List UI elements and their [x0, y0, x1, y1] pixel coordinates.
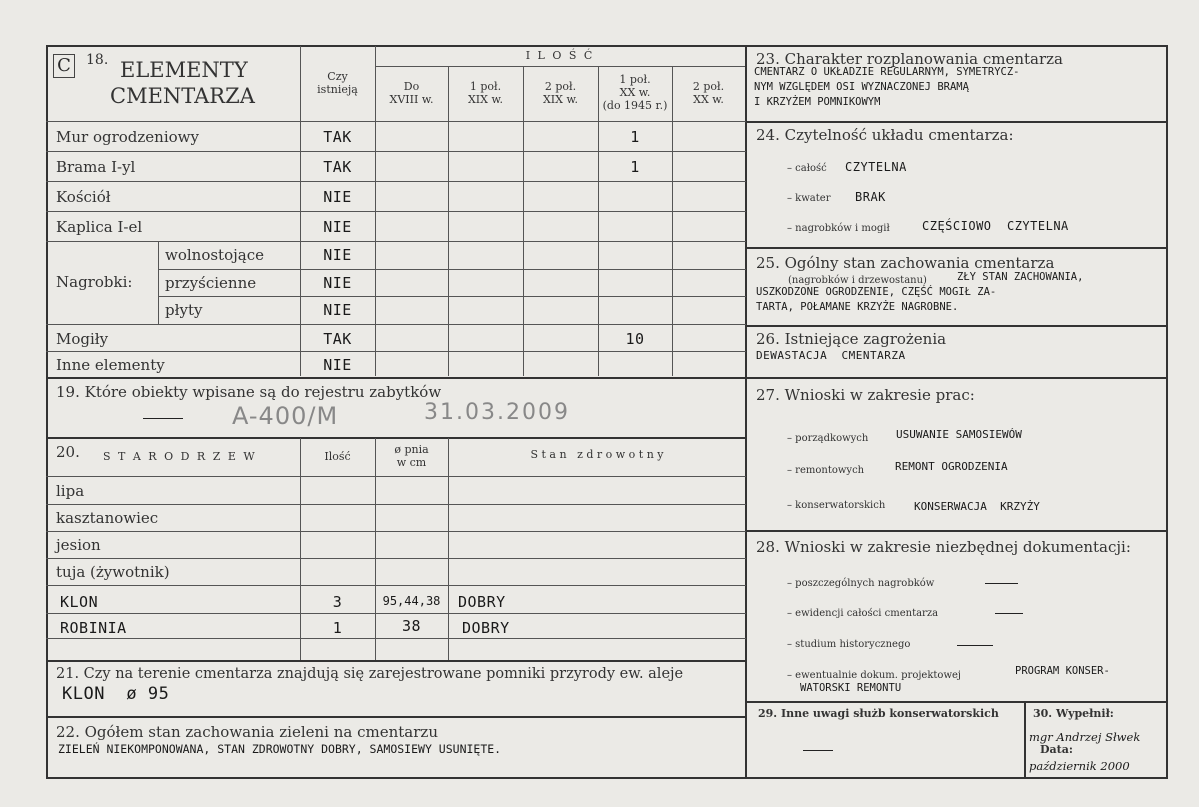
tree-col-diam-l1: ø pnia: [394, 443, 429, 456]
section18-title-line1: ELEMENTY: [120, 58, 248, 82]
frame-right: [1166, 45, 1168, 779]
exists-kosciol: NIE: [323, 188, 352, 206]
period-3-l1: 2 poł.: [544, 80, 577, 93]
doc-item2-label: – ewidencji całości cmentarza: [787, 608, 939, 619]
column-divider: [745, 45, 747, 779]
row-label-wolnostojace: wolnostojące: [165, 246, 264, 264]
filled-by-name: mgr Andrzej Słwek: [1029, 730, 1141, 744]
doc-item3-label: – studium historycznego: [787, 639, 911, 650]
exists-przyscienne: NIE: [323, 274, 352, 292]
section18-title-line2: CMENTARZA: [110, 84, 255, 108]
doc-item4-label: – ewentualnie dokum. projektowej: [787, 670, 962, 681]
section24-label: 24. Czytelność układu cmentarza:: [756, 126, 1014, 144]
row-label-inne: Inne elementy: [56, 356, 165, 374]
dash-icon: [995, 613, 1023, 614]
section25-line1: ZŁY STAN ZACHOWANIA,: [957, 271, 1084, 283]
dash-icon: [957, 645, 993, 646]
section23-line1: CMENTARZ O UKŁADZIE REGULARNYM, SYMETRYCZ-: [754, 66, 1020, 78]
nagrobki-label: Nagrobki:: [56, 273, 133, 291]
tree-count-robinia: 1: [332, 619, 343, 637]
section25-line2: USZKODZONE OGRODZENIE, CZĘŚĆ MOGIŁ ZA-: [756, 286, 997, 298]
period-2-l1: 1 poł.: [469, 80, 502, 93]
section23-label: 23. Charakter rozplanowania cmentarza: [756, 50, 1063, 68]
nagrobkow-label: – nagrobków i mogił: [787, 223, 890, 234]
period-5-l1: 2 poł.: [692, 80, 725, 93]
register-number: A-400/M: [232, 402, 339, 430]
frame-left: [46, 45, 48, 779]
tree-health-klon: DOBRY: [458, 593, 506, 611]
kwater-label: – kwater: [787, 193, 831, 204]
doc-item4-answer-l1: PROGRAM KONSER-: [1015, 665, 1110, 677]
remontowych-label: – remontowych: [787, 465, 865, 476]
period-1-l2: XVIII w.: [389, 93, 434, 106]
exists-mogily: TAK: [323, 330, 352, 348]
section26-answer: DEWASTACJA CMENTARZA: [756, 349, 906, 362]
col-exists-header-l1: Czy: [327, 70, 348, 83]
exists-wolnostojace: NIE: [323, 246, 352, 264]
section23-line2: NYM WZGLĘDEM OSI WYZNACZONEJ BRAMĄ: [754, 81, 969, 93]
tree-diam-robinia: 38: [401, 617, 422, 635]
period-3-l2: XIX w.: [542, 93, 579, 106]
tree-name-klon: KLON: [60, 593, 99, 611]
tree-count-klon: 3: [332, 593, 343, 611]
exists-inne: NIE: [323, 356, 352, 374]
nagrobkow-value: CZĘŚCIOWO CZYTELNA: [922, 219, 1069, 233]
row-label-kosciol: Kościół: [56, 188, 111, 206]
section25-sub: (nagrobków i drzewostanu): [788, 275, 927, 286]
section18-number: 18.: [86, 52, 109, 68]
calosc-value: CZYTELNA: [845, 160, 907, 174]
section30-label: 30. Wypełnił:: [1033, 707, 1114, 720]
row-label-plyty: płyty: [165, 301, 203, 319]
register-date: 31.03.2009: [424, 400, 570, 425]
date-label: Data:: [1040, 743, 1073, 756]
tree-col-diam-l2: w cm: [396, 456, 427, 469]
period-5-l2: XX w.: [693, 93, 724, 106]
row-label-brama: Brama I-yl: [56, 158, 136, 176]
kwater-value: BRAK: [855, 190, 886, 204]
period-4-l2: XX w.: [619, 86, 651, 99]
tree-name-tuja: tuja (żywotnik): [56, 563, 170, 581]
section28-label: 28. Wnioski w zakresie niezbędnej dokumentacji:: [756, 538, 1131, 556]
dash-icon: [985, 583, 1018, 584]
exists-mur: TAK: [323, 128, 352, 146]
section27-label: 27. Wnioski w zakresie prac:: [756, 386, 975, 404]
konserw-label: – konserwatorskich: [787, 500, 886, 511]
tree-name-lipa: lipa: [56, 482, 85, 500]
tree-health-robinia: DOBRY: [462, 619, 510, 637]
section25-label: 25. Ogólny stan zachowania cmentarza: [756, 254, 1055, 272]
doc-item4-answer-l2: WATORSKI REMONTU: [800, 682, 902, 694]
frame-top: [46, 45, 1168, 47]
qty-mogily-p4: 10: [625, 330, 645, 348]
section20-number: 20.: [56, 443, 80, 461]
row-label-mur: Mur ogrodzeniowy: [56, 128, 199, 146]
period-4-l1: 1 poł.: [619, 73, 651, 86]
section19-label: 19. Które obiekty wpisane są do rejestru zabytków: [56, 383, 442, 401]
tree-name-jesion: jesion: [56, 536, 101, 554]
filled-date: październik 2000: [1029, 759, 1130, 773]
card-letter-box: C: [53, 54, 75, 78]
col-quantity-header: I L O Ś Ć: [525, 49, 595, 62]
exists-brama: TAK: [323, 158, 352, 176]
period-4-l3: (do 1945 r.): [602, 99, 668, 112]
porzadkowych-label: – porządkowych: [787, 433, 869, 444]
row-label-przyscienne: przyścienne: [165, 274, 257, 292]
tree-diam-klon: 95,44,38: [382, 594, 441, 608]
section22-answer: ZIELEŃ NIEKOMPONOWANA, STAN ZDROWOTNY DOBRY, SAMOSIEWY USUNIĘTE.: [58, 742, 502, 756]
qty-brama-p4: 1: [630, 158, 640, 176]
qty-mur-p4: 1: [630, 128, 640, 146]
row-label-mogily: Mogiły: [56, 330, 109, 348]
exists-plyty: NIE: [323, 301, 352, 319]
section26-label: 26. Istniejące zagrożenia: [756, 330, 947, 348]
tree-col-health: S t a n z d r o w o t n y: [530, 448, 664, 461]
section20-title: S T A R O D R Z E W: [103, 450, 257, 463]
col-exists-header-l2: istnieją: [317, 83, 358, 96]
doc-item1-label: – poszczególnych nagrobków: [787, 578, 935, 589]
tree-name-kasztanowiec: kasztanowiec: [56, 509, 159, 527]
section29-label: 29. Inne uwagi służb konserwatorskich: [758, 707, 999, 720]
period-1-l1: Do: [403, 80, 420, 93]
period-2-l2: XIX w.: [467, 93, 504, 106]
section25-line3: TARTA, POŁAMANE KRZYŻE NAGROBNE.: [756, 301, 959, 313]
tree-col-count: Ilość: [324, 450, 351, 463]
remontowych-value: REMONT OGRODZENIA: [895, 460, 1008, 473]
konserw-value: KONSERWACJA KRZYŻY: [914, 500, 1040, 513]
row-label-kaplica: Kaplica I-el: [56, 218, 143, 236]
section23-line3: I KRZYŻEM POMNIKOWYM: [754, 96, 881, 108]
section21-label: 21. Czy na terenie cmentarza znajdują się zarejestrowane pomniki przyrody ew. aleje: [56, 666, 684, 682]
dash-icon: [803, 750, 833, 751]
dash-icon: [143, 418, 183, 419]
porzadkowych-value: USUWANIE SAMOSIEWÓW: [896, 428, 1022, 441]
calosc-label: – całość: [787, 163, 827, 174]
exists-kaplica: NIE: [323, 218, 352, 236]
frame-bottom: [46, 777, 1168, 779]
tree-name-robinia: ROBINIA: [60, 619, 127, 637]
section21-answer: KLON ø 95: [62, 684, 170, 704]
section22-label: 22. Ogółem stan zachowania zieleni na cmentarzu: [56, 723, 438, 741]
